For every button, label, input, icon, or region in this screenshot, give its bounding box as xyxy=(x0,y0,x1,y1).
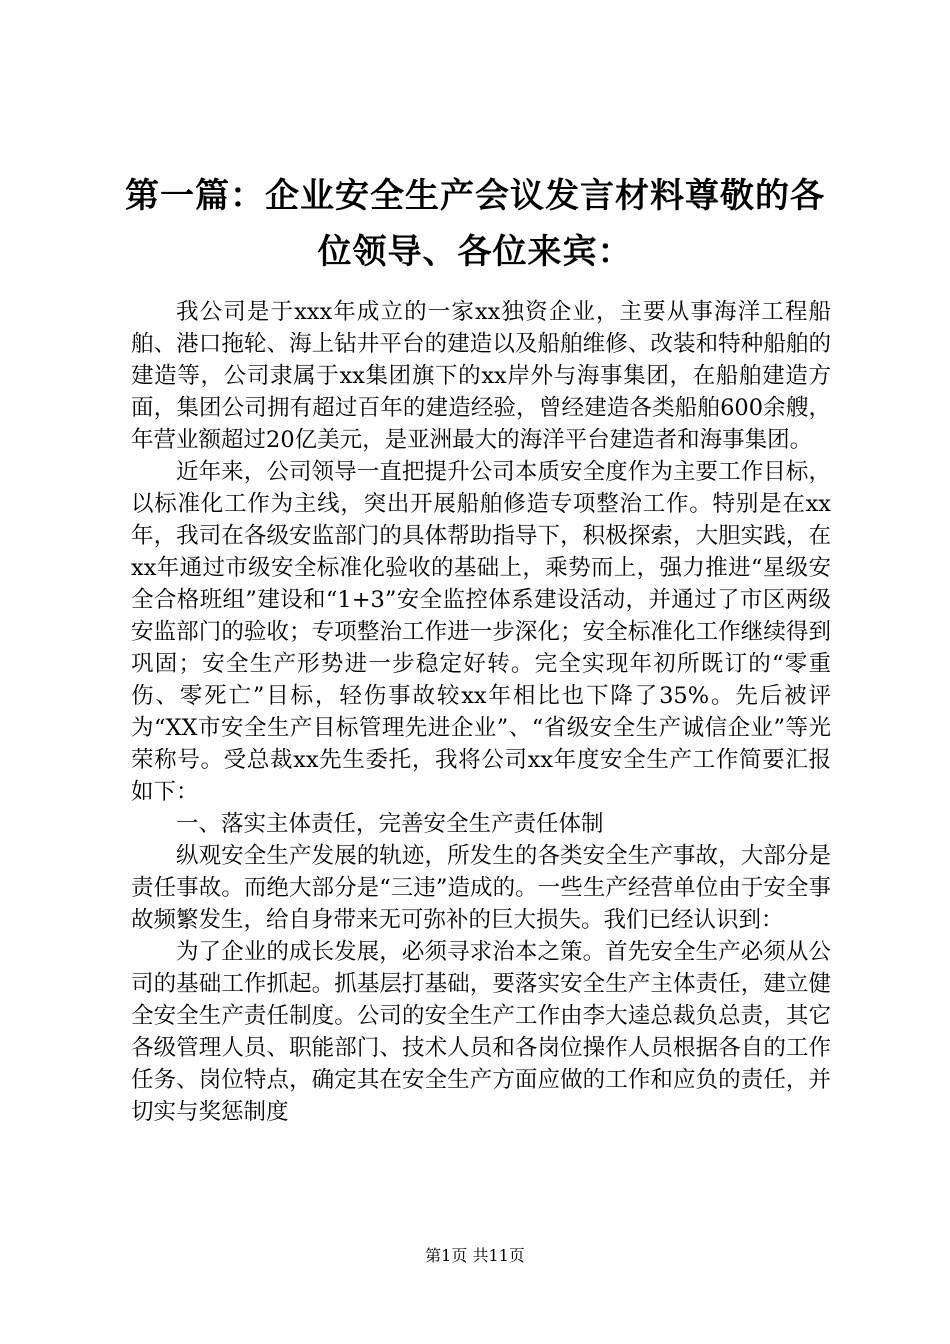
paragraph-safety-trajectory: 纵观安全生产发展的轨迹，所发生的各类安全生产事故，大部分是责任事故。而绝大部分是“三违”造成的。一些生产经营单位由于安全事故频繁发生，给自身带来无可弥补的巨大损失。我们已经认识到： xyxy=(131,843,831,933)
section-heading: 一、落实主体责任，完善安全生产责任体制 xyxy=(176,811,604,837)
document-title: 第一篇：企业安全生产会议发言材料尊敬的各位领导、各位来宾： xyxy=(125,176,825,272)
paragraph-responsibility: 为了企业的成长发展，必须寻求治本之策。首先安全生产必须从公司的基础工作抓起。抓基层打基础，要落实安全生产主体责任，建立健全安全生产责任制度。公司的安全生产工作由李大逵总裁负总责，其它各级管理人员、职能部门、技术人员和各岗位操作人员根据各自的工作任务、岗位特点，确定其在安全生产方面应做的工作和应负的责任，并切实与奖惩制度 xyxy=(131,939,831,1125)
document-body xyxy=(131,296,831,1128)
page-number-footer: 第1页 共11页 xyxy=(425,1246,525,1265)
paragraph-company-intro: 我公司是于xxx年成立的一家xx独资企业，主要从事海洋工程船舶、港口拖轮、海上钻井平台的建造以及船舶维修、改装和特种船舶的建造等，公司隶属于xx集团旗下的xx岸外与海事集团，在船舶建造方面，集团公司拥有超过百年的建造经验，曾经建造各类船舶600余艘，年营业额超过20亿美元，是亚洲最大的海洋平台建造者和海事集团。 xyxy=(131,299,831,453)
paragraph-recent-years: 近年来，公司领导一直把提升公司本质安全度作为主要工作目标，以标准化工作为主线，突出开展船舶修造专项整治工作。特别是在xx年，我司在各级安监部门的具体帮助指导下，积极探索，大胆实践，在xx年通过市级安全标准化验收的基础上，乘势而上，强力推进“星级安全合格班组”建设和“1+3”安全监控体系建设活动，并通过了市区两级安监部门的验收；专项整治工作进一步深化；安全标准化工作继续得到巩固；安全生产形势进一步稳定好转。完全实现年初所既订的“零重伤、零死亡”目标，轻伤事故较xx年相比也下降了35%。先后被评为“XX市安全生产目标管理先进企业”、“省级安全生产诚信企业”等光荣称号。受总裁xx先生委托，我将公司xx年度安全生产工作简要汇报如下： xyxy=(131,459,831,805)
